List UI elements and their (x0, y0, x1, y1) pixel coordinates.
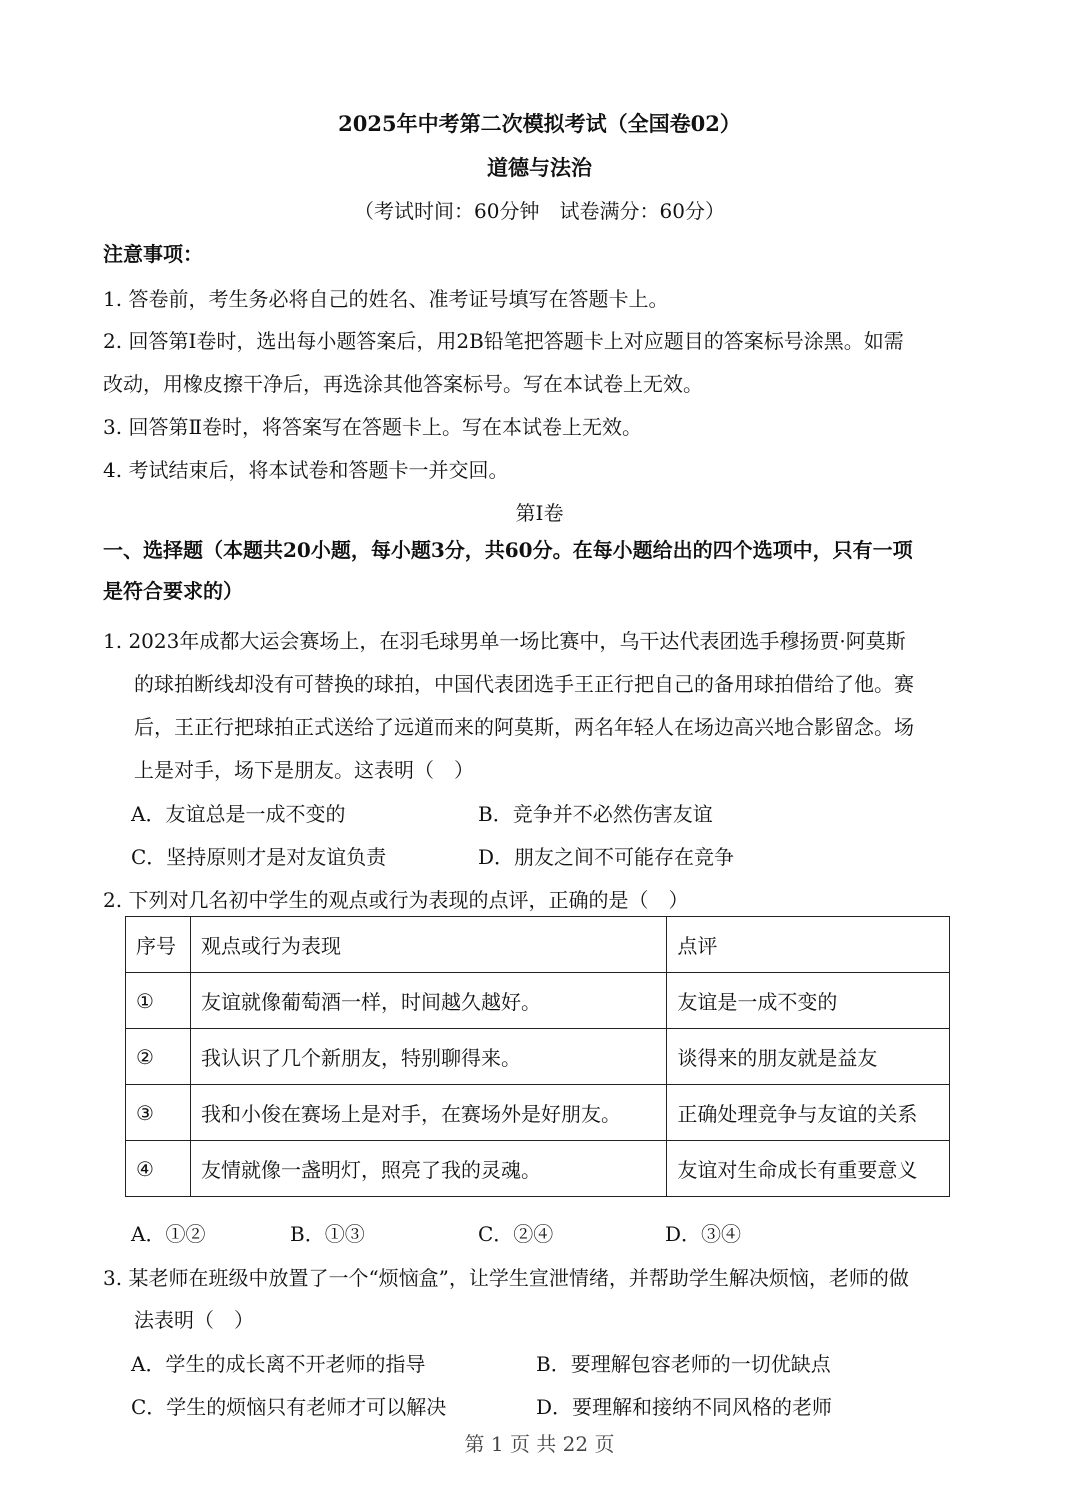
table-cell: 正确处理竞争与友谊的关系 (667, 1085, 950, 1141)
table-cell: 友谊对生命成长有重要意义 (667, 1141, 950, 1197)
table-cell: 友情就像一盏明灯，照亮了我的灵魂。 (190, 1141, 666, 1197)
q1-option-c: C．坚持原则才是对友谊负责 (131, 845, 387, 869)
subject-title: 道德与法治 (487, 155, 592, 180)
table-header-cell: 序号 (126, 917, 191, 973)
q1-option-a: A．友谊总是一成不变的 (131, 802, 346, 826)
q3-option-c: C．学生的烦恼只有老师才可以解决 (131, 1395, 447, 1419)
table-cell: ④ (126, 1141, 191, 1197)
q3-option-d: D．要理解和接纳不同风格的老师 (536, 1395, 833, 1419)
question-3-stem: 法表明（ ） (134, 1308, 254, 1332)
q2-option-b: B．①③ (290, 1222, 365, 1246)
question-1-stem: 的球拍断线却没有可替换的球拍，中国代表团选手王正行把自己的备用球拍借给了他。赛 (134, 672, 914, 696)
note-item: 1. 答卷前，考生务必将自己的姓名、准考证号填写在答题卡上。 (103, 287, 669, 311)
exam-meta: （考试时间：60分钟 试卷满分：60分） (354, 199, 725, 223)
table-header-cell: 点评 (667, 917, 950, 973)
q3-option-b: B．要理解包容老师的一切优缺点 (536, 1352, 831, 1376)
q2-option-c: C．②④ (478, 1222, 554, 1246)
q1-option-d: D．朋友之间不可能存在竞争 (478, 845, 735, 869)
question-2-stem: 2. 下列对几名初中学生的观点或行为表现的点评，正确的是（ ） (103, 888, 689, 912)
table-cell: 友谊是一成不变的 (667, 973, 950, 1029)
table-row (126, 1141, 950, 1197)
question-3-stem: 3. 某老师在班级中放置了一个“烦恼盒”，让学生宣泄情绪，并帮助学生解决烦恼，老师的做 (103, 1266, 909, 1290)
page-footer: 第 1 页 共 22 页 (464, 1432, 615, 1456)
table-row (126, 973, 950, 1029)
question-1-stem: 1. 2023年成都大运会赛场上，在羽毛球男单一场比赛中，乌干达代表团选手穆扬贾·阿莫斯 (103, 629, 906, 653)
question-1-stem: 上是对手，场下是朋友。这表明（ ） (134, 758, 474, 782)
q2-option-a: A．①② (131, 1222, 206, 1246)
question-1-stem: 后，王正行把球拍正式送给了远道而来的阿莫斯，两名年轻人在场边高兴地合影留念。场 (134, 715, 914, 739)
table-cell: 谈得来的朋友就是益友 (667, 1029, 950, 1085)
q2-option-d: D．③④ (665, 1222, 742, 1246)
table-header-row (126, 917, 950, 973)
table-row (126, 1085, 950, 1141)
section-heading: 一、选择题（本题共20小题，每小题3分，共60分。在每小题给出的四个选项中，只有一项 (103, 538, 913, 562)
q1-option-b: B．竞争并不必然伤害友谊 (478, 802, 713, 826)
table-header-cell: 观点或行为表现 (190, 917, 666, 973)
part-label: 第Ⅰ卷 (515, 501, 564, 525)
table-cell: ② (126, 1029, 191, 1085)
table-cell: ① (126, 973, 191, 1029)
note-item: 2. 回答第Ⅰ卷时，选出每小题答案后，用2B铅笔把答题卡上对应题目的答案标号涂黑。如需 (103, 329, 904, 353)
table-cell: 我认识了几个新朋友，特别聊得来。 (190, 1029, 666, 1085)
exam-title: 2025年中考第二次模拟考试（全国卷02） (338, 111, 741, 136)
table-cell: 我和小俊在赛场上是对手，在赛场外是好朋友。 (190, 1085, 666, 1141)
notes-heading: 注意事项： (103, 242, 203, 266)
table-row (126, 1029, 950, 1085)
note-item: 改动，用橡皮擦干净后，再选涂其他答案标号。写在本试卷上无效。 (103, 372, 703, 396)
note-item: 4. 考试结束后，将本试卷和答题卡一并交回。 (103, 458, 509, 482)
evaluation-table (125, 916, 950, 1197)
section-heading-cont: 是符合要求的） (103, 579, 243, 603)
table-cell: ③ (126, 1085, 191, 1141)
q3-option-a: A．学生的成长离不开老师的指导 (131, 1352, 426, 1376)
note-item: 3. 回答第Ⅱ卷时，将答案写在答题卡上。写在本试卷上无效。 (103, 415, 643, 439)
table-cell: 友谊就像葡萄酒一样，时间越久越好。 (190, 973, 666, 1029)
